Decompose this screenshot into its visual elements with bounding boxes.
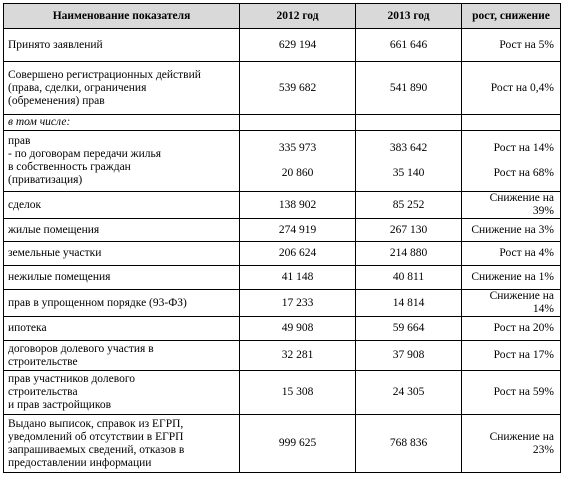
row-label: жилые помещения (4, 219, 240, 242)
row-label: ипотека (4, 317, 240, 341)
table-row (4, 341, 561, 371)
empty-cell (356, 115, 462, 131)
row-label (4, 341, 240, 371)
row-label: земельные участки (4, 242, 240, 266)
value-2013: 40 811 (356, 266, 462, 290)
label-line: договоров долевого участия в (8, 342, 154, 355)
header-year-2012: 2012 год (240, 4, 356, 29)
value-2013: 24 305 (356, 371, 462, 415)
table-row (4, 131, 561, 192)
row-label: прав в упрощенном порядке (93-ФЗ) (4, 290, 240, 317)
value-2012: 999 625 (240, 415, 356, 473)
label-line: в собственность граждан (8, 161, 131, 173)
table-row (4, 290, 561, 317)
label-line: (обременения) прав (8, 94, 105, 107)
label-line: (приватизация) (8, 174, 83, 186)
empty-cell (462, 115, 561, 131)
value-2013: 541 890 (356, 62, 462, 115)
change-value: Снижение на 3% (462, 219, 561, 242)
row-label: сделок (4, 192, 240, 219)
label-line: строительстве (8, 355, 78, 368)
change-value: Рост на 5% (462, 29, 561, 62)
statistics-table (3, 3, 561, 473)
value-2013: 661 646 (356, 29, 462, 62)
change-value: Снижение на 39% (462, 192, 561, 219)
label-line: Совершено регистрационных действий (8, 68, 201, 81)
change-value: Рост на 59% (462, 371, 561, 415)
value-rights: 335 973 (278, 142, 317, 154)
table-row (4, 192, 561, 219)
label-line: Выдано выписок, справок из ЕГРП, (8, 417, 184, 430)
table-row (4, 29, 561, 62)
value-2013: 85 252 (356, 192, 462, 219)
change-value: Снижение на 1% (462, 266, 561, 290)
value-2012 (240, 131, 356, 192)
table-row (4, 317, 561, 341)
value-2013: 37 908 (356, 341, 462, 371)
row-label: Принято заявлений (4, 29, 240, 62)
label-line: прав участников долевого (8, 373, 136, 385)
value-2013: 14 814 (356, 290, 462, 317)
value-privatization: 20 860 (281, 167, 314, 179)
label-line: прав (8, 135, 31, 147)
label-line: (права, сделки, ограничения (8, 81, 147, 94)
value-2012: 206 624 (240, 242, 356, 266)
row-label (4, 131, 240, 192)
change-value: Снижение на 23% (462, 415, 561, 473)
including-label: в том числе: (4, 115, 240, 131)
table-row (4, 371, 561, 415)
value-rights: 383 642 (389, 142, 428, 154)
value-privatization: 35 140 (392, 167, 425, 179)
value-2012: 41 148 (240, 266, 356, 290)
value-2013: 214 880 (356, 242, 462, 266)
change-value: Снижение на 14% (462, 290, 561, 317)
value-2013: 768 836 (356, 415, 462, 473)
table-row (4, 415, 561, 473)
value-2013: 267 130 (356, 219, 462, 242)
value-2013: 59 664 (356, 317, 462, 341)
row-label (4, 415, 240, 473)
label-line: и прав застройщиков (8, 399, 112, 411)
header-change: рост, снижение (462, 4, 561, 29)
row-label (4, 371, 240, 415)
header-indicator: Наименование показателя (4, 4, 240, 29)
label-line: строительства (8, 386, 78, 398)
row-label: нежилые помещения (4, 266, 240, 290)
change-value: Рост на 0,4% (462, 62, 561, 115)
label-line: предоставлении информации (8, 456, 152, 469)
row-label (4, 62, 240, 115)
value-2013 (356, 131, 462, 192)
change-value (462, 131, 561, 192)
table-row (4, 62, 561, 115)
change-rights: Рост на 14% (493, 142, 554, 154)
value-2012: 49 908 (240, 317, 356, 341)
empty-cell (240, 115, 356, 131)
value-2012: 17 233 (240, 290, 356, 317)
value-2012: 138 902 (240, 192, 356, 219)
table-row (4, 266, 561, 290)
value-2012: 539 682 (240, 62, 356, 115)
value-2012: 274 919 (240, 219, 356, 242)
header-year-2013: 2013 год (356, 4, 462, 29)
label-line: запрашиваемых сведений, отказов в (8, 443, 185, 456)
value-2012: 15 308 (240, 371, 356, 415)
value-2012: 32 281 (240, 341, 356, 371)
label-line: - по договорам передачи жилья (8, 148, 162, 160)
table-row (4, 242, 561, 266)
label-line: уведомлений об отсутствии в ЕГРП (8, 430, 184, 443)
change-value: Рост на 20% (462, 317, 561, 341)
change-privatization: Рост на 68% (493, 167, 554, 179)
change-value: Рост на 17% (462, 341, 561, 371)
table-row (4, 219, 561, 242)
change-value: Рост на 4% (462, 242, 561, 266)
value-2012: 629 194 (240, 29, 356, 62)
header-row (4, 4, 561, 29)
table-row (4, 115, 561, 131)
